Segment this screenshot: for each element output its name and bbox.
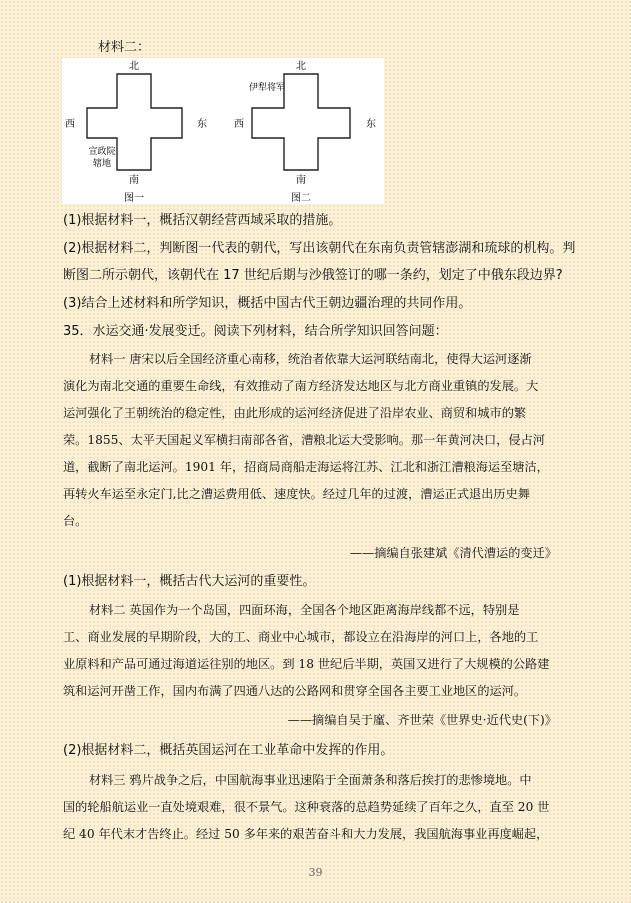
material2-line: 筑和运河开凿工作，国内布满了四通八达的公路网和贯穿全国各主要工业地区的运河。 [63,684,527,698]
material1-source: ——摘编自张建斌《清代漕运的变迁》 [349,546,557,560]
fig1-west: 西 [65,119,75,130]
material2-line: 业原料和产品可通过海道运往别的地区。到 18 世纪后半期，英国又进行了大规模的公路建 [63,657,550,671]
question-35-2: (2)根据材料二，概括英国运河在工业革命中发挥的作用。 [63,743,394,758]
question-1: (1)根据材料一，概括汉朝经营西域采取的措施。 [63,213,342,228]
material1-line: 演化为南北交通的重要生命线，有效推动了南方经济发达地区与北方商业重镇的发展。大 [63,379,539,393]
fig2-caption: 图二 [291,193,311,204]
fig2-region: 伊犁将军 [248,83,286,93]
fig2-east: 东 [366,119,376,130]
material2-block [63,597,563,705]
fig2-north: 北 [296,61,306,72]
material2-line: 材料二 英国作为一个岛国，四面环海，全国各个地区距离海岸线都不远，特别是 [89,603,520,617]
material2-title: 材料二： [98,40,151,55]
fig1-region-line1: 宣政院 [88,147,116,157]
fig1-north: 北 [129,61,139,72]
material1-block [63,346,563,535]
fig1-caption: 图一 [124,193,144,204]
question-3: (3)结合上述材料和所学知识，概括中国古代王朝边疆治理的共同作用。 [63,296,472,311]
material3-line: 国的轮船航运业一直处境艰难，很不景气。这种衰落的总趋势延续了百年之久，直至 20 世 [63,800,550,814]
fig2-west: 西 [234,119,244,130]
question-35-1: (1)根据材料一，概括古代大运河的重要性。 [63,574,316,589]
material1-line: 道，截断了南北运河。1901 年，招商局商船走海运将江苏、江北和浙江漕粮海运至塘沽， [63,460,549,474]
material1-line: 荣。1855、太平天国起义军横扫南部各省，漕粮北运大受影响。那一年黄河决口，侵占河 [63,433,545,447]
material2-source: ——摘编自吴于廑、齐世荣《世界史·近代史(下)》 [287,713,557,727]
material3-block [63,767,563,848]
fig1-region-line2: 辖地 [92,159,112,169]
fig1-south: 南 [129,175,139,186]
question-2-line2: 断图二所示朝代，该朝代在 17 世纪后期与沙俄签订的哪一条约，划定了中俄东段边界? [63,268,563,283]
material3-line: 纪 40 年代末才告终止。经过 50 多年来的艰苦奋斗和大力发展，我国航海事业再度崛起， [63,827,549,841]
question-35-title: 35．水运交通·发展变迁。阅读下列材料，结合所学知识回答问题： [63,324,448,339]
material1-line: 台。 [63,514,88,528]
material1-line: 材料一 唐宋以后全国经济重心南移，统治者依靠大运河联结南北，使得大运河逐渐 [89,352,532,366]
material1-line: 运河强化了王朝统治的稳定性，由此形成的运河经济促进了沿岸农业、商贸和城市的繁 [63,406,527,420]
question-2-line1: (2)根据材料二，判断图一代表的朝代，写出该朝代在东南负责管辖澎湖和琉球的机构。判 [63,241,576,256]
material2-line: 工、商业发展的早期阶段，大的工、商业中心城市，都设立在沿海岸的河口上，各地的工 [63,630,539,644]
fig2-south: 南 [296,175,306,186]
fig1-east: 东 [197,119,207,130]
cross-maps-svg [62,58,384,204]
page-number: 39 [308,866,323,879]
map-figures [62,58,384,204]
material3-line: 材料三 鸦片战争之后，中国航海事业迅速陷于全面萧条和落后挨打的悲惨境地。中 [89,773,532,787]
material1-line: 再转火车运至永定门,比之漕运费用低、速度快。经过几年的过渡，漕运正式退出历史舞 [63,487,530,501]
